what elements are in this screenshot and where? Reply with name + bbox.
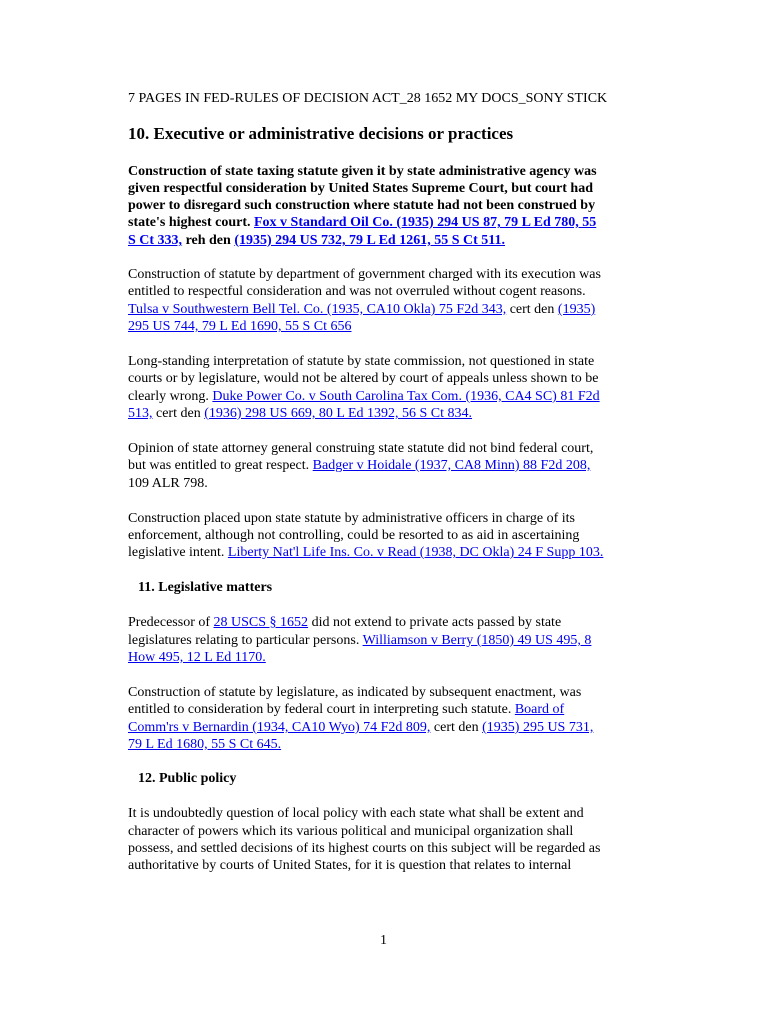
citation-link-bernardin[interactable]: Comm'rs v Bernardin (1934, CA10 Wyo) 74 F2d 809, — [128, 720, 431, 735]
citation-link-reh-den[interactable]: (1935) 294 US 732, 79 L Ed 1261, 55 S Ct 511. — [234, 233, 506, 248]
p1-line5 — [128, 232, 505, 249]
p8-line2: character of powers which its various political and municipal organization shall — [128, 824, 574, 839]
p1-line4 — [128, 214, 596, 231]
p6-line2 — [128, 632, 591, 649]
p5-text: legislative intent. — [128, 545, 228, 560]
citation-link-tulsa-cert[interactable]: (1935) — [557, 302, 596, 317]
p1-text-reh-den: reh den — [182, 233, 235, 248]
p4-text: but was entitled to great respect. — [128, 458, 313, 473]
p6-line1 — [128, 614, 561, 631]
citation-link-williamson[interactable]: Williamson v Berry (1850) 49 US 495, 8 — [362, 633, 592, 648]
p3-text: clearly wrong. — [128, 389, 213, 404]
p7-line4 — [128, 736, 281, 753]
citation-link-bernardin-cert[interactable]: (1935) 295 US 731, — [482, 720, 594, 735]
p1-text: state's highest court. — [128, 215, 254, 230]
p5-line2: enforcement, although not controlling, could be resorted to as aid in ascertaining — [128, 528, 580, 543]
citation-link-board-of-commrs[interactable]: Board of — [514, 702, 565, 717]
p7-line1: Construction of statute by legislature, as indicated by subsequent enactment, was — [128, 685, 582, 700]
citation-link-28-uscs-1652[interactable]: 28 USCS § 1652 — [213, 615, 309, 630]
citation-link-tulsa-cert-cont[interactable]: 295 US 744, 79 L Ed 1690, 55 S Ct 656 — [128, 319, 352, 334]
section-11-heading: 11. Legislative matters — [138, 580, 273, 595]
p1-line3: power to disregard such construction where statute had not been construed by — [128, 198, 596, 213]
p6-text-3: legislatures relating to particular persons. — [128, 633, 363, 648]
citation-link-duke-power-cert[interactable]: (1936) 298 US 669, 80 L Ed 1392, 56 S Ct 834. — [204, 406, 473, 421]
p2-line2: entitled to respectful consideration and was not overruled without cogent reasons. — [128, 284, 586, 299]
page-number: 1 — [380, 933, 387, 948]
p8-line3: possess, and settled decisions of its highest courts on this subject will be regarded as — [128, 841, 601, 856]
p2-text-cert-den: cert den — [506, 302, 558, 317]
p6-text: Predecessor of — [128, 615, 214, 630]
citation-link-fox-standard-oil-cont[interactable]: S Ct 333, — [128, 233, 183, 248]
p3-line1: Long-standing interpretation of statute by state commission, not questioned in state — [128, 354, 595, 369]
section-12-heading: 12. Public policy — [138, 771, 237, 786]
p5-line3 — [128, 544, 603, 561]
p2-line1: Construction of statute by department of government charged with its execution was — [128, 267, 601, 282]
p4-line1: Opinion of state attorney general construing state statute did not bind federal court, — [128, 441, 594, 456]
citation-link-tulsa[interactable]: Tulsa v Southwestern Bell Tel. Co. (1935, CA10 Okla) 75 F2d 343, — [128, 302, 507, 317]
p6-line3 — [128, 649, 266, 666]
citation-link-fox-standard-oil[interactable]: Fox v Standard Oil Co. (1935) 294 US 87, 79 L Ed 780, 55 — [254, 215, 597, 230]
p1-line1: Construction of state taxing statute given it by state administrative agency was — [128, 164, 597, 179]
p5-line1: Construction placed upon state statute by administrative officers in charge of its — [128, 511, 575, 526]
citation-link-liberty-natl[interactable]: Liberty Nat'l Life Ins. Co. v Read (1938, DC Okla) 24 F Supp 103. — [227, 545, 604, 560]
p6-text-2: did not extend to private acts passed by state — [308, 615, 562, 630]
p3-line2: courts or by legislature, would not be altered by court of appeals unless shown to be — [128, 371, 599, 386]
p3-line3 — [128, 388, 600, 405]
p2-line4 — [128, 318, 352, 335]
p7-line3 — [128, 719, 593, 736]
p1-line2: given respectful consideration by United States Supreme Court, but court had — [128, 181, 593, 196]
p8-line1: It is undoubtedly question of local policy with each state what shall be extent and — [128, 806, 584, 821]
citation-link-bernardin-cert-cont[interactable]: 79 L Ed 1680, 55 S Ct 645. — [128, 737, 282, 752]
p2-line3 — [128, 301, 595, 318]
document-header: 7 PAGES IN FED-RULES OF DECISION ACT_28 1652 MY DOCS_SONY STICK — [128, 91, 608, 106]
citation-link-duke-power-cont[interactable]: 513, — [128, 406, 153, 421]
p4-line2 — [128, 457, 590, 474]
p4-line3: 109 ALR 798. — [128, 476, 208, 491]
p8-line4: authoritative by courts of United States, for it is question that relates to internal — [128, 858, 572, 873]
citation-link-duke-power[interactable]: Duke Power Co. v South Carolina Tax Com. (1936, CA4 SC) 81 F2d — [212, 389, 600, 404]
p7-text-cert-den: cert den — [430, 720, 483, 735]
p7-text: entitled to consideration by federal court in interpreting such statute. — [128, 702, 515, 717]
p3-text-cert-den: cert den — [152, 406, 205, 421]
citation-link-williamson-cont[interactable]: How 495, 12 L Ed 1170. — [128, 650, 266, 665]
p7-line2 — [128, 701, 564, 718]
citation-link-badger[interactable]: Badger v Hoidale (1937, CA8 Minn) 88 F2d 208, — [312, 458, 591, 473]
p3-line4 — [128, 405, 472, 422]
section-10-heading: 10. Executive or administrative decisions or practices — [128, 124, 514, 143]
